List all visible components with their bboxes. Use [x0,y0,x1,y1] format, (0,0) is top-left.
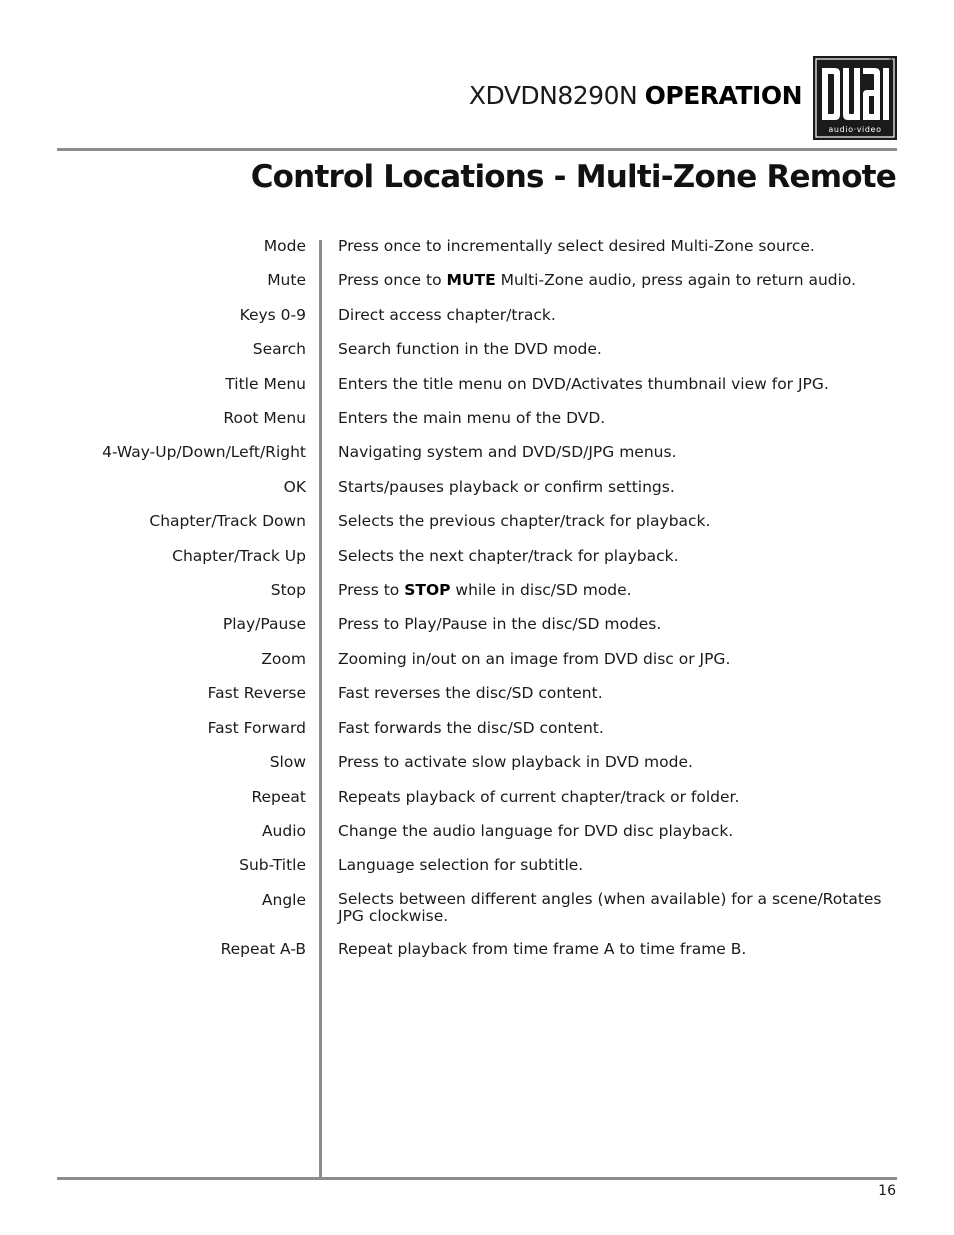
control-description [338,939,893,959]
description-text: Navigating system and DVD/SD/JPG menus. [338,443,677,462]
control-label: Sub-Title [239,856,306,875]
list-item [0,546,954,580]
list-item [0,374,954,408]
control-description [338,649,893,669]
description-text: Fast reverses the disc/SD content. [338,684,603,703]
control-description [338,236,893,256]
control-label: Keys 0-9 [239,305,306,324]
control-label: Repeat [251,787,306,806]
control-description [338,855,893,875]
control-label: OK [283,477,306,496]
control-description [338,683,893,703]
control-label: Fast Forward [207,718,306,737]
description-text: Selects between different angles (when available) for a scene/Rotates JPG clockwise. [338,890,882,926]
control-description [338,374,893,394]
control-label: Zoom [261,649,306,668]
control-description [338,408,893,428]
description-text: Press to Play/Pause in the disc/SD modes. [338,615,662,634]
list-item [0,718,954,752]
list-item [0,683,954,717]
description-text: Repeat playback from time frame A to time frame B. [338,940,747,959]
control-label: Angle [261,890,306,909]
top-rule [57,148,897,151]
description-keyword: MUTE [446,271,496,290]
control-label: Root Menu [223,409,306,428]
control-description [338,546,893,566]
list-item [0,270,954,304]
control-label: Chapter/Track Up [172,546,306,565]
description-text: Press to activate slow playback in DVD mode. [338,753,693,772]
control-description [338,305,893,325]
list-item [0,339,954,373]
list-item [0,649,954,683]
control-description [338,580,893,600]
control-label: Search [252,340,306,359]
list-item [0,939,954,973]
list-item [0,787,954,821]
description-text: Selects the next chapter/track for playback. [338,546,679,565]
control-label: Chapter/Track Down [149,512,306,531]
control-description [338,718,893,738]
control-label: Title Menu [225,374,306,393]
dual-logo [813,56,897,140]
description-text: Press once to incrementally select desired Multi-Zone source. [338,237,815,255]
header-title [469,80,802,112]
control-label: Fast Reverse [207,684,306,703]
control-label: Mode [263,237,306,255]
description-text: Language selection for subtitle. [338,856,584,875]
control-description [338,477,893,497]
description-text: Press to [338,581,405,600]
list-item [0,580,954,614]
list-item [0,614,954,648]
list-item [0,442,954,476]
control-description [338,787,893,807]
control-description [338,442,893,462]
control-description [338,511,893,531]
description-text: Selects the previous chapter/track for playback. [338,512,711,531]
description-text: Press once to [338,271,447,290]
control-description [338,821,893,841]
model-name: XDVDN8290N [468,81,638,110]
description-text: Enters the main menu of the DVD. [338,409,606,428]
description-text: Change the audio language for DVD disc playback. [338,821,734,840]
control-label: Repeat A-B [220,940,306,959]
control-list [0,236,954,974]
svg-text:audio·video: audio·video [828,125,882,134]
description-keyword: STOP [404,581,451,600]
control-label: Slow [269,753,306,772]
control-label: Audio [261,821,306,840]
section-name: OPERATION [644,81,802,110]
list-item [0,752,954,786]
control-description [338,270,893,290]
list-item [0,821,954,855]
description-text: Fast forwards the disc/SD content. [338,718,604,737]
description-text: Direct access chapter/track. [338,305,556,324]
description-text: Zooming in/out on an image from DVD disc or JPG. [338,649,731,668]
list-item [0,408,954,442]
page-title: Control Locations - Multi-Zone Remote [250,159,896,195]
control-description [338,752,893,772]
list-item [0,511,954,545]
control-label: Stop [270,581,306,600]
list-item [0,236,954,270]
control-label: Play/Pause [222,615,306,634]
bottom-rule [57,1177,897,1180]
description-text: Starts/pauses playback or confirm settings. [338,477,675,496]
page-number: 16 [878,1183,896,1199]
list-item [0,305,954,339]
description-text: Multi-Zone audio, press again to return audio. [495,271,857,290]
list-item [0,477,954,511]
control-description [338,339,893,359]
description-text: Enters the title menu on DVD/Activates thumbnail view for JPG. [338,374,829,393]
control-label: 4-Way-Up/Down/Left/Right [102,443,306,462]
control-label: Mute [267,271,306,290]
description-text: Repeats playback of current chapter/track or folder. [338,787,740,806]
control-description [338,890,893,926]
description-text: while in disc/SD mode. [450,581,632,600]
control-description [338,614,893,634]
description-text: Search function in the DVD mode. [338,340,602,359]
svg-text:®: ® [889,57,894,63]
list-item [0,855,954,889]
list-item [0,890,954,940]
